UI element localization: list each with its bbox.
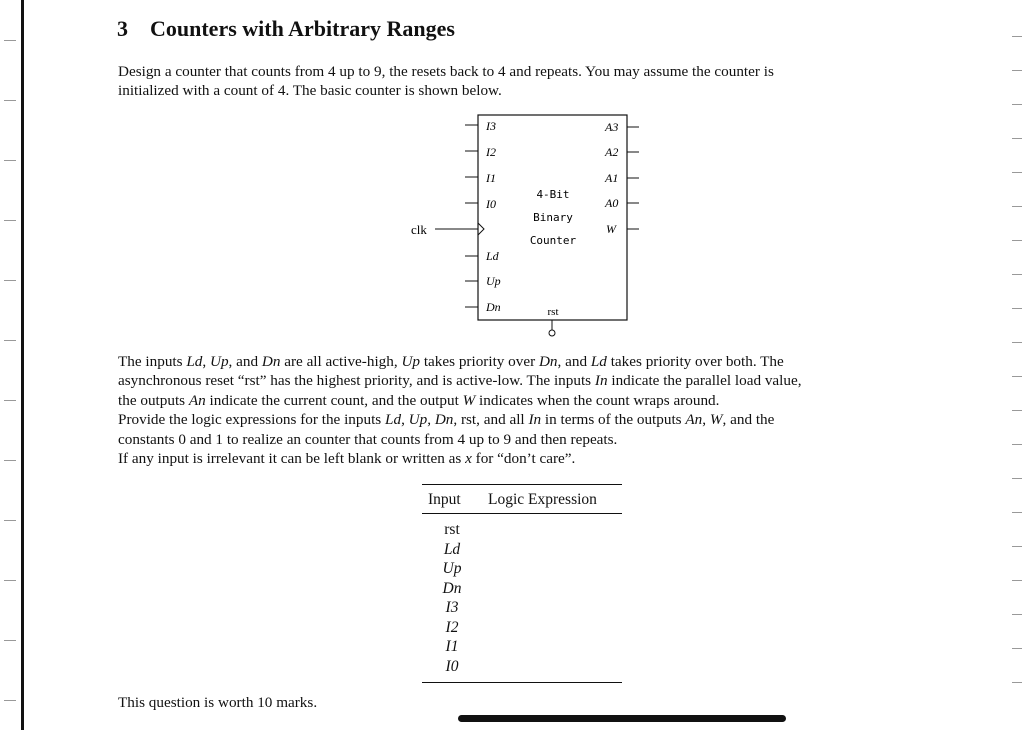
center-line-3: Counter	[529, 234, 577, 247]
description-line-1: The inputs Ld, Up, and Dn are all active-high, Up takes priority over Dn, and Ld takes priority over both. The	[118, 353, 784, 370]
center-line-2: Binary	[533, 211, 573, 224]
label-a2: A2	[605, 145, 619, 159]
table-row	[422, 559, 622, 579]
header-input: Input	[428, 491, 461, 508]
row-input-rst: rst	[444, 521, 460, 538]
row-expression-up[interactable]	[482, 559, 622, 579]
row-expression-i3[interactable]	[482, 598, 622, 618]
description-line-6: If any input is irrelevant it can be left blank or written as x for “don’t care”.	[118, 450, 576, 468]
clock-triangle	[478, 223, 484, 235]
table-row	[422, 598, 622, 618]
label-a0: A0	[605, 196, 619, 210]
description-line-5: constants 0 and 1 to realize an counter that counts from 4 up to 9 and then repeats.	[118, 430, 618, 448]
row-input-dn: Dn	[442, 579, 462, 597]
row-input-up: Up	[442, 560, 462, 577]
row-input-i3: I3	[445, 599, 459, 616]
marks-note: This question is worth 10 marks.	[118, 694, 318, 711]
label-i3: I3	[486, 119, 496, 133]
row-input-i1: I1	[445, 638, 459, 655]
section-heading	[117, 16, 455, 42]
table-header-row	[422, 485, 622, 514]
rst-label: rst	[547, 306, 559, 318]
row-input-ld: Ld	[443, 540, 461, 558]
row-expression-i2[interactable]	[482, 618, 622, 638]
table-row	[422, 540, 622, 560]
counter-diagram-svg	[405, 108, 645, 340]
label-i1: I1	[486, 171, 496, 185]
label-ld: Ld	[486, 249, 499, 263]
description-line-4: Provide the logic expressions for the inputs Ld, Up, Dn, rst, and all In in terms of the outputs An, W, and the	[118, 411, 775, 429]
label-w: W	[606, 222, 616, 236]
description-paragraph	[118, 352, 918, 468]
label-dn: Dn	[486, 300, 501, 314]
row-expression-ld[interactable]	[482, 540, 622, 560]
row-input-i2: I2	[445, 618, 459, 636]
logic-expression-table	[422, 484, 622, 683]
intro-paragraph	[118, 62, 918, 101]
label-a3: A3	[605, 120, 619, 134]
clk-label: clk	[411, 222, 427, 237]
counter-diagram	[405, 108, 645, 344]
label-i0: I0	[486, 197, 496, 211]
row-input-i0: I0	[445, 657, 459, 675]
label-i2: I2	[486, 145, 496, 159]
table-row	[422, 514, 622, 540]
table-row	[422, 637, 622, 657]
page-left-border	[21, 0, 24, 730]
description-line-3: the outputs An indicate the current count, and the output W indicates when the count wraps around.	[118, 391, 720, 409]
center-line-1: 4-Bit	[536, 188, 570, 201]
header-logic-expression: Logic Expression	[488, 491, 597, 508]
row-expression-rst[interactable]	[482, 514, 622, 540]
label-a1: A1	[605, 171, 619, 185]
row-expression-dn[interactable]	[482, 579, 622, 599]
intro-line-2: initialized with a count of 4. The basic counter is shown below.	[118, 82, 502, 100]
table-row	[422, 657, 622, 683]
description-line-2: asynchronous reset “rst” has the highest priority, and is active-low. The inputs In indicate the parallel load value,	[118, 372, 802, 390]
intro-line-1: Design a counter that counts from 4 up to 9, the resets back to 4 and repeats. You may assume the counter is	[118, 63, 774, 80]
horizontal-scrollbar[interactable]	[458, 715, 786, 722]
row-expression-i1[interactable]	[482, 637, 622, 657]
section-number: 3	[117, 16, 128, 41]
row-expression-i0[interactable]	[482, 657, 622, 683]
table-row	[422, 579, 622, 599]
rst-bubble	[549, 330, 555, 336]
label-up: Up	[486, 274, 501, 288]
section-title: Counters with Arbitrary Ranges	[150, 16, 455, 41]
table-row	[422, 618, 622, 638]
